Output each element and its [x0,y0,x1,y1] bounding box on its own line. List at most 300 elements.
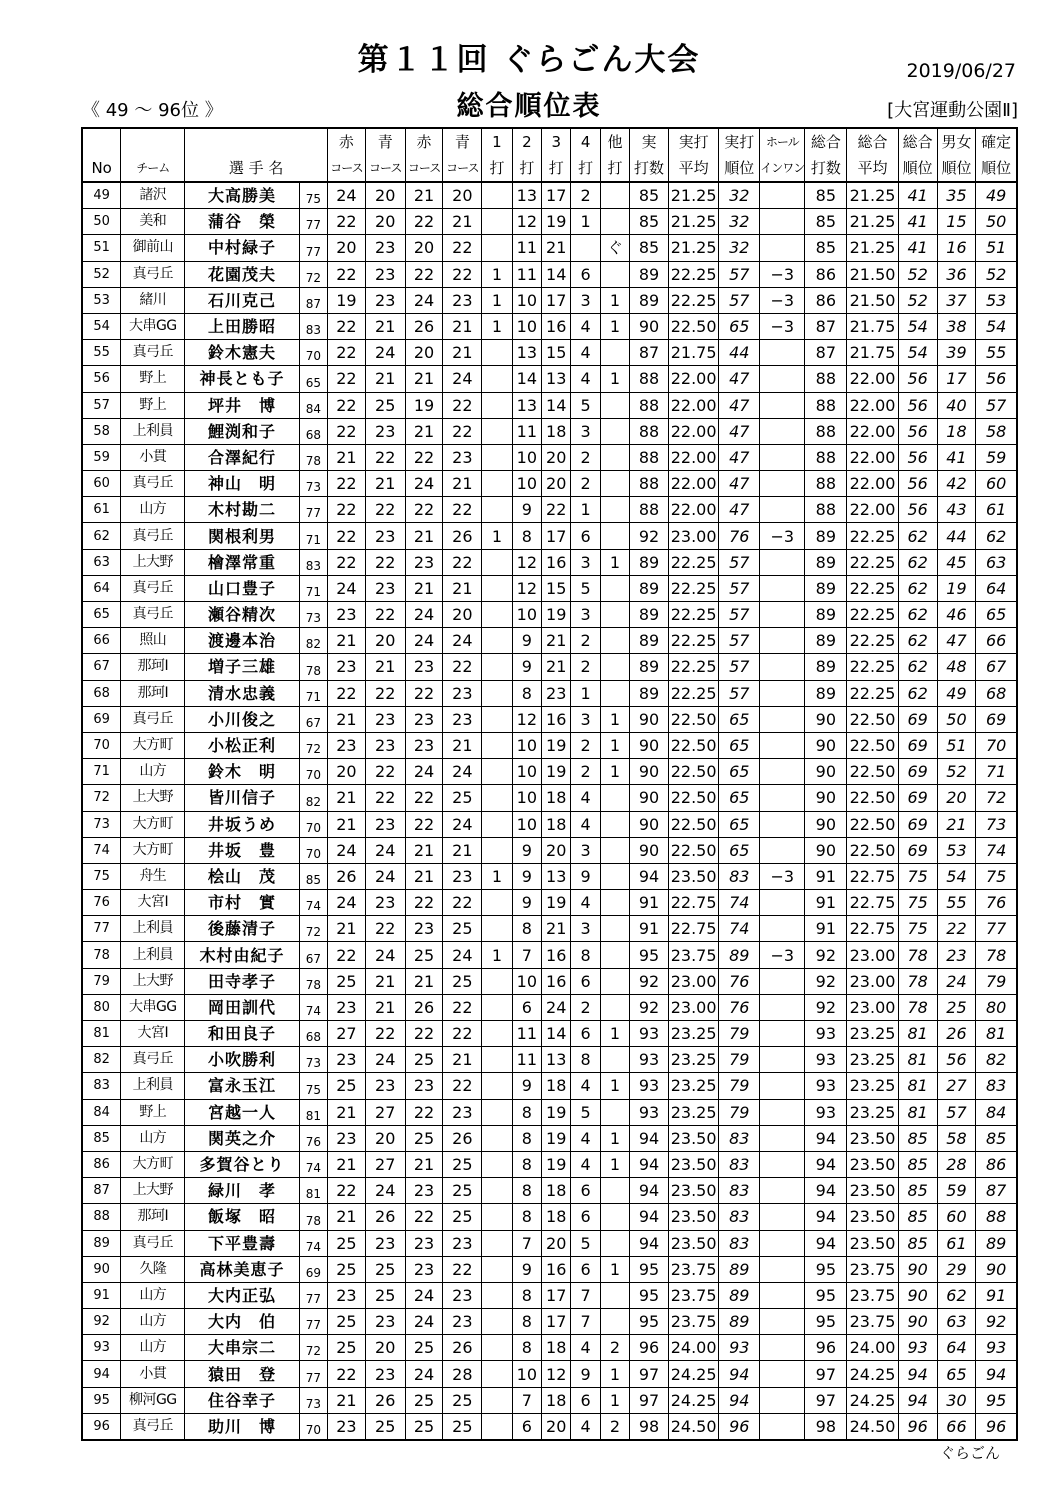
cell-actual-strokes: 94 [630,1151,669,1177]
cell-hole-in-one [760,471,805,497]
cell-actual-rank: 65 [719,759,760,785]
cell-course-red-2: 21 [405,366,443,392]
event-date: 2019/06/27 [906,60,1016,82]
cell-stroke-3: 24 [542,994,571,1020]
cell-gender-rank: 39 [937,340,976,366]
cell-course-blue-2: 22 [443,418,482,444]
cell-actual-avg: 24.00 [668,1335,718,1361]
cell-actual-strokes: 93 [630,1099,669,1125]
cell-player-name: 井坂うめ [185,811,299,837]
cell-total-avg: 21.75 [847,340,898,366]
cell-course-blue-2: 25 [443,1413,482,1440]
cell-gender-rank: 35 [937,182,976,209]
cell-stroke-1: 1 [482,287,512,313]
cell-hole-in-one [760,209,805,235]
cell-actual-strokes: 94 [630,1125,669,1151]
cell-team: 上利員 [121,916,185,942]
cell-stroke-1 [482,418,512,444]
cell-gender-rank: 63 [937,1309,976,1335]
cell-actual-rank: 47 [719,418,760,444]
cell-stroke-3: 14 [542,261,571,287]
cell-stroke-4: 5 [571,1099,600,1125]
cell-gender-rank: 66 [937,1413,976,1440]
cell-course-red-1: 22 [328,340,366,366]
cell-rank-no: 58 [82,418,121,444]
cell-total-avg: 23.50 [847,1230,898,1256]
cell-gender-rank: 27 [937,1073,976,1099]
cell-course-red-2: 22 [405,497,443,523]
cell-course-red-1: 22 [328,418,366,444]
cell-hole-in-one [760,994,805,1020]
cell-player-age: 70 [299,837,327,863]
table-row [82,575,1017,601]
cell-total-strokes: 94 [805,1125,847,1151]
cell-final-rank: 58 [976,418,1017,444]
cell-player-name: 宮越一人 [185,1099,299,1125]
cell-final-rank: 82 [976,1047,1017,1073]
cell-total-avg: 23.75 [847,1282,898,1308]
cell-stroke-4: 4 [571,1073,600,1099]
table-row [82,837,1017,863]
cell-actual-rank: 47 [719,497,760,523]
table-row [82,994,1017,1020]
cell-stroke-4: 2 [571,994,600,1020]
cell-course-red-2: 26 [405,313,443,339]
cell-gender-rank: 24 [937,968,976,994]
cell-course-blue-2: 22 [443,654,482,680]
cell-course-red-2: 25 [405,1047,443,1073]
cell-course-blue-2: 21 [443,209,482,235]
cell-team: 真弓丘 [121,706,185,732]
cell-stroke-1: 1 [482,261,512,287]
cell-stroke-4: 6 [571,1256,600,1282]
cell-actual-rank: 47 [719,444,760,470]
cell-total-rank: 94 [898,1387,937,1413]
cell-actual-avg: 23.50 [668,1125,718,1151]
cell-stroke-1 [482,916,512,942]
cell-total-avg: 24.25 [847,1387,898,1413]
cell-course-red-1: 22 [328,366,366,392]
cell-stroke-4: 3 [571,837,600,863]
cell-gender-rank: 50 [937,706,976,732]
cell-actual-avg: 23.50 [668,1230,718,1256]
cell-gender-rank: 59 [937,1178,976,1204]
cell-final-rank: 73 [976,811,1017,837]
cell-course-red-2: 23 [405,1256,443,1282]
cell-stroke-1: 1 [482,863,512,889]
cell-stroke-3: 17 [542,287,571,313]
cell-final-rank: 62 [976,523,1017,549]
cell-hole-in-one [760,916,805,942]
cell-rank-no: 83 [82,1073,121,1099]
cell-actual-avg: 22.50 [668,837,718,863]
cell-stroke-other [600,1204,629,1230]
cell-gender-rank: 52 [937,759,976,785]
cell-stroke-1 [482,732,512,758]
cell-course-blue-1: 22 [365,602,405,628]
cell-course-red-1: 22 [328,313,366,339]
cell-stroke-other [600,968,629,994]
cell-team: 大串GG [121,994,185,1020]
cell-total-avg: 23.00 [847,994,898,1020]
cell-stroke-3: 20 [542,471,571,497]
cell-actual-rank: 89 [719,1282,760,1308]
cell-player-age: 70 [299,1413,327,1440]
cell-player-name: 小川俊之 [185,706,299,732]
cell-total-avg: 23.75 [847,1309,898,1335]
cell-course-blue-1: 25 [365,1256,405,1282]
cell-hole-in-one [760,811,805,837]
cell-actual-rank: 89 [719,942,760,968]
cell-course-red-1: 23 [328,1125,366,1151]
cell-stroke-2: 10 [512,785,541,811]
cell-total-strokes: 88 [805,471,847,497]
cell-course-blue-2: 24 [443,628,482,654]
cell-course-blue-2: 22 [443,392,482,418]
cell-total-rank: 90 [898,1309,937,1335]
cell-actual-avg: 23.00 [668,968,718,994]
venue-label: [大宮運動公園Ⅱ] [887,100,1018,121]
cell-total-strokes: 89 [805,654,847,680]
cell-total-strokes: 95 [805,1282,847,1308]
cell-final-rank: 88 [976,1204,1017,1230]
cell-course-red-2: 22 [405,209,443,235]
header-final-rank: 確定 [976,128,1017,155]
cell-stroke-4: 6 [571,1204,600,1230]
cell-player-age: 75 [299,1073,327,1099]
cell-course-red-1: 23 [328,602,366,628]
cell-stroke-1 [482,680,512,706]
table-row [82,811,1017,837]
cell-course-blue-1: 23 [365,287,405,313]
cell-stroke-2: 8 [512,1335,541,1361]
cell-rank-no: 66 [82,628,121,654]
cell-stroke-2: 11 [512,235,541,261]
cell-team: 大方町 [121,811,185,837]
cell-player-age: 69 [299,1256,327,1282]
page-subtitle: 総合順位表 [456,91,602,122]
cell-stroke-other: 1 [600,759,629,785]
cell-player-name: 皆川信子 [185,785,299,811]
cell-course-blue-2: 23 [443,287,482,313]
cell-stroke-3: 19 [542,890,571,916]
cell-stroke-2: 8 [512,523,541,549]
header-stroke-3: 打 [542,155,571,182]
cell-hole-in-one [760,785,805,811]
cell-total-strokes: 89 [805,523,847,549]
cell-total-avg: 21.25 [847,209,898,235]
cell-total-avg: 22.50 [847,732,898,758]
cell-player-name: 山口豊子 [185,575,299,601]
cell-actual-avg: 23.50 [668,863,718,889]
cell-course-blue-2: 23 [443,1099,482,1125]
cell-course-blue-1: 24 [365,340,405,366]
cell-actual-avg: 24.25 [668,1387,718,1413]
cell-hole-in-one: −3 [760,261,805,287]
cell-course-blue-2: 22 [443,261,482,287]
header-actual-avg: 実打 [668,128,718,155]
cell-course-red-2: 22 [405,1204,443,1230]
cell-total-rank: 56 [898,392,937,418]
cell-stroke-4: 4 [571,366,600,392]
table-row [82,968,1017,994]
cell-course-blue-1: 27 [365,1151,405,1177]
cell-course-red-2: 25 [405,1387,443,1413]
cell-course-blue-1: 22 [365,1021,405,1047]
cell-rank-no: 79 [82,968,121,994]
header-course-blue-2: 青 [443,128,482,155]
cell-course-blue-1: 23 [365,1073,405,1099]
cell-stroke-3: 20 [542,837,571,863]
cell-stroke-1 [482,968,512,994]
table-row [82,1047,1017,1073]
cell-course-red-2: 23 [405,654,443,680]
cell-actual-strokes: 89 [630,680,669,706]
cell-stroke-1 [482,1178,512,1204]
cell-player-age: 85 [299,863,327,889]
cell-team: 上利員 [121,942,185,968]
cell-final-rank: 70 [976,732,1017,758]
header-gender-rank: 順位 [937,155,976,182]
cell-actual-avg: 24.50 [668,1413,718,1440]
cell-stroke-1 [482,1021,512,1047]
cell-course-blue-1: 24 [365,1178,405,1204]
cell-course-red-2: 24 [405,287,443,313]
cell-course-blue-1: 21 [365,471,405,497]
cell-player-age: 84 [299,392,327,418]
header-hole-in-one: インワン [760,155,805,182]
cell-course-red-2: 24 [405,1361,443,1387]
cell-rank-no: 76 [82,890,121,916]
header-stroke-1: 打 [482,155,512,182]
cell-total-rank: 69 [898,706,937,732]
cell-team: 真弓丘 [121,340,185,366]
cell-team: 上大野 [121,785,185,811]
cell-team: 上利員 [121,1073,185,1099]
cell-actual-strokes: 90 [630,313,669,339]
cell-course-red-1: 23 [328,994,366,1020]
cell-team: 那珂Ⅰ [121,1204,185,1230]
cell-actual-rank: 44 [719,340,760,366]
cell-course-blue-1: 20 [365,1125,405,1151]
cell-rank-no: 54 [82,313,121,339]
cell-player-name: 蒲谷 榮 [185,209,299,235]
cell-total-rank: 56 [898,366,937,392]
cell-total-avg: 24.25 [847,1361,898,1387]
cell-stroke-4: 3 [571,418,600,444]
cell-total-avg: 23.00 [847,968,898,994]
cell-stroke-4: 6 [571,1021,600,1047]
cell-team: 上利員 [121,418,185,444]
cell-actual-strokes: 89 [630,287,669,313]
cell-total-strokes: 88 [805,418,847,444]
cell-course-red-1: 21 [328,785,366,811]
cell-total-avg: 23.25 [847,1021,898,1047]
cell-stroke-2: 8 [512,1099,541,1125]
cell-actual-rank: 89 [719,1256,760,1282]
cell-course-blue-1: 22 [365,444,405,470]
cell-team: 真弓丘 [121,1413,185,1440]
page-title: 第１１回 ぐらごん大会 [357,42,701,78]
cell-stroke-4: 7 [571,1309,600,1335]
cell-stroke-4: 4 [571,1335,600,1361]
cell-course-red-2: 21 [405,523,443,549]
cell-hole-in-one [760,392,805,418]
cell-total-rank: 69 [898,837,937,863]
cell-stroke-1 [482,1309,512,1335]
cell-stroke-3: 19 [542,209,571,235]
cell-total-avg: 22.25 [847,523,898,549]
cell-final-rank: 92 [976,1309,1017,1335]
table-row [82,1309,1017,1335]
cell-player-name: 大内 伯 [185,1309,299,1335]
cell-actual-avg: 23.75 [668,942,718,968]
cell-hole-in-one [760,1099,805,1125]
cell-total-strokes: 94 [805,1204,847,1230]
cell-total-strokes: 89 [805,575,847,601]
cell-total-strokes: 89 [805,602,847,628]
cell-total-rank: 41 [898,209,937,235]
cell-actual-rank: 76 [719,994,760,1020]
cell-final-rank: 72 [976,785,1017,811]
cell-actual-avg: 22.25 [668,287,718,313]
cell-stroke-1 [482,654,512,680]
cell-team: 野上 [121,392,185,418]
cell-actual-strokes: 95 [630,1282,669,1308]
cell-player-name: 小吹勝利 [185,1047,299,1073]
cell-course-blue-2: 20 [443,182,482,209]
cell-team: 美和 [121,209,185,235]
cell-final-rank: 57 [976,392,1017,418]
cell-player-age: 72 [299,261,327,287]
cell-total-strokes: 93 [805,1047,847,1073]
cell-actual-avg: 22.50 [668,785,718,811]
cell-player-age: 82 [299,785,327,811]
cell-rank-no: 67 [82,654,121,680]
header-actual-rank: 順位 [719,155,760,182]
cell-actual-strokes: 94 [630,1178,669,1204]
cell-actual-avg: 23.00 [668,994,718,1020]
cell-course-red-1: 21 [328,1151,366,1177]
cell-actual-strokes: 90 [630,811,669,837]
cell-player-age: 71 [299,523,327,549]
cell-total-rank: 54 [898,340,937,366]
header-course-blue-1: コース [365,155,405,182]
cell-actual-strokes: 89 [630,261,669,287]
cell-actual-strokes: 89 [630,575,669,601]
cell-course-red-1: 22 [328,471,366,497]
cell-total-rank: 85 [898,1230,937,1256]
cell-final-rank: 69 [976,706,1017,732]
cell-course-blue-2: 25 [443,1387,482,1413]
cell-stroke-3: 19 [542,1125,571,1151]
cell-actual-avg: 21.25 [668,235,718,261]
cell-hole-in-one [760,497,805,523]
cell-course-blue-2: 21 [443,340,482,366]
cell-hole-in-one [760,602,805,628]
table-row [82,1230,1017,1256]
cell-hole-in-one [760,890,805,916]
cell-hole-in-one [760,182,805,209]
table-row [82,706,1017,732]
cell-course-red-2: 24 [405,471,443,497]
cell-hole-in-one [760,837,805,863]
cell-gender-rank: 47 [937,628,976,654]
cell-total-strokes: 89 [805,628,847,654]
header-actual-strokes: 打数 [630,155,669,182]
cell-stroke-other: 1 [600,366,629,392]
cell-course-red-2: 21 [405,575,443,601]
cell-stroke-4: 3 [571,602,600,628]
cell-total-avg: 22.50 [847,759,898,785]
cell-total-avg: 22.00 [847,392,898,418]
cell-course-red-1: 22 [328,680,366,706]
cell-actual-rank: 76 [719,523,760,549]
cell-actual-rank: 32 [719,235,760,261]
table-row [82,1335,1017,1361]
cell-course-red-2: 23 [405,549,443,575]
cell-stroke-4: 4 [571,313,600,339]
cell-actual-strokes: 94 [630,1204,669,1230]
header-stroke-4: 打 [571,155,600,182]
cell-stroke-2: 10 [512,1361,541,1387]
cell-hole-in-one [760,418,805,444]
cell-total-rank: 54 [898,313,937,339]
cell-total-avg: 22.50 [847,837,898,863]
cell-actual-strokes: 92 [630,994,669,1020]
cell-stroke-4: 2 [571,654,600,680]
cell-course-blue-1: 21 [365,313,405,339]
cell-course-blue-2: 25 [443,1151,482,1177]
cell-total-rank: 85 [898,1125,937,1151]
cell-total-strokes: 90 [805,785,847,811]
cell-player-age: 73 [299,471,327,497]
cell-player-name: 増子三雄 [185,654,299,680]
cell-total-avg: 22.00 [847,418,898,444]
cell-stroke-4: 6 [571,1387,600,1413]
cell-course-red-1: 21 [328,706,366,732]
cell-rank-no: 96 [82,1413,121,1440]
cell-total-strokes: 94 [805,1151,847,1177]
cell-player-age: 78 [299,444,327,470]
cell-course-red-1: 22 [328,523,366,549]
cell-course-blue-2: 28 [443,1361,482,1387]
cell-stroke-1 [482,994,512,1020]
cell-course-blue-2: 23 [443,444,482,470]
cell-course-red-2: 22 [405,261,443,287]
cell-player-name: 井坂 豊 [185,837,299,863]
cell-stroke-1 [482,1099,512,1125]
cell-actual-avg: 23.25 [668,1073,718,1099]
table-row [82,1256,1017,1282]
cell-stroke-4: 8 [571,1047,600,1073]
cell-total-strokes: 90 [805,811,847,837]
cell-stroke-2: 13 [512,340,541,366]
cell-final-rank: 54 [976,313,1017,339]
cell-total-rank: 94 [898,1361,937,1387]
cell-gender-rank: 21 [937,811,976,837]
cell-total-rank: 81 [898,1073,937,1099]
cell-stroke-2: 12 [512,549,541,575]
cell-course-red-2: 23 [405,706,443,732]
cell-hole-in-one [760,628,805,654]
header-stroke-other: 打 [600,155,629,182]
cell-stroke-other [600,523,629,549]
cell-stroke-other: 1 [600,732,629,758]
cell-stroke-2: 6 [512,994,541,1020]
cell-actual-avg: 22.50 [668,759,718,785]
cell-course-red-2: 24 [405,602,443,628]
